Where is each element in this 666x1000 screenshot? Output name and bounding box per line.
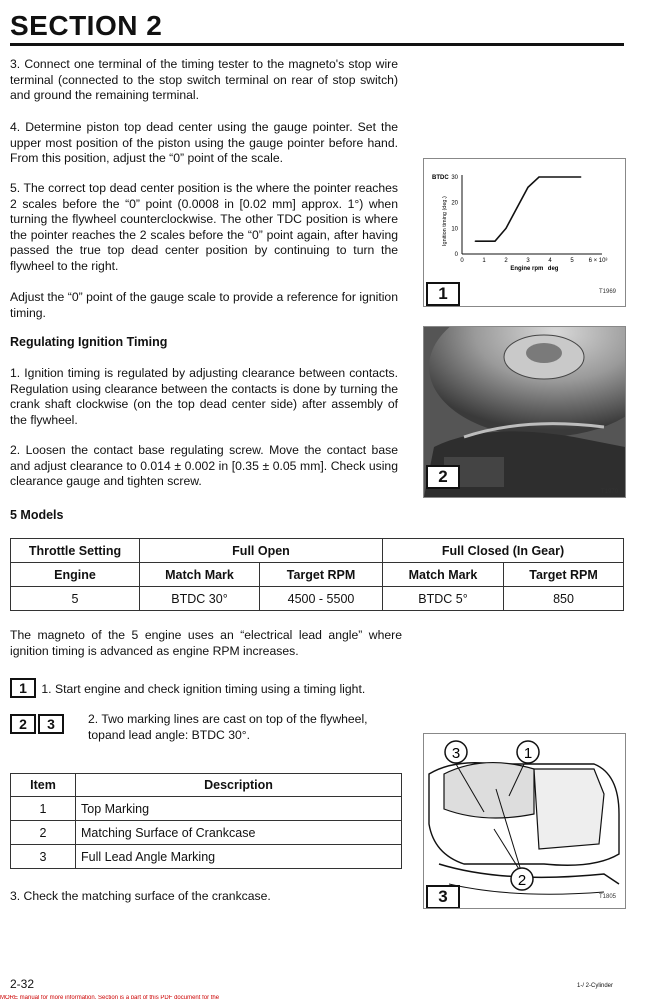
data-point	[505, 228, 506, 229]
figure-1-code: T1969	[599, 289, 617, 295]
step-2-text: 2. Two marking lines are cast on top of the flywheel, topand lead angle: BTDC 30°.	[88, 712, 368, 742]
paragraph-step3-check: 3. Check the matching surface of the crankcase.	[10, 889, 271, 903]
callout-1: 1	[523, 745, 533, 762]
table-row	[11, 845, 402, 869]
cell-engine: 5	[11, 587, 140, 611]
step-1-number: 1	[10, 678, 36, 698]
header-target-rpm-open: Target RPM	[260, 563, 383, 587]
heading-models: 5 Models	[10, 508, 64, 522]
x-axis-label-unit: deg	[547, 266, 559, 272]
table-header-row	[11, 539, 624, 563]
header-engine: Engine	[11, 563, 140, 587]
y-tick-label: 20	[451, 200, 458, 207]
y-axis-top-label: BTDC	[432, 175, 449, 181]
callout-2: 2	[517, 872, 527, 889]
data-point	[475, 241, 476, 242]
paragraph-step5-correct: 5. The correct top dead center position is the where the pointer reaches 2 scales before the “0” point (0.0008 in [0.02 mm] approx. 1°) when turning the flywheel counterclockwise. The other TDC position is where the pointer reaches the 2 scales before the “0” point again, after having passed the true top dead center position by continuing to turn the flywheel to the right.	[10, 181, 398, 273]
header-target-rpm-closed: Target RPM	[504, 563, 624, 587]
data-point	[538, 176, 539, 177]
header-throttle: Throttle Setting	[11, 539, 140, 563]
header-match-mark-open: Match Mark	[140, 563, 260, 587]
table-header-row	[11, 563, 624, 587]
x-tick-label: 5	[570, 258, 574, 264]
paragraph-step3-connect: 3. Connect one terminal of the timing tester to the magneto's stop wire terminal (connected to the stop switch terminal on rear of stop switch) and ground the remaining terminal.	[10, 57, 398, 102]
cell-description: Matching Surface of Crankcase	[76, 821, 402, 845]
figure-1-number: 1	[426, 282, 460, 306]
y-axis-label: Ignition timing (deg.)	[442, 196, 448, 246]
cell-rpm-open: 4500 - 5500	[260, 587, 383, 611]
paragraph-adjust: Adjust the “0” point of the gauge scale to provide a reference for ignition timing.	[10, 290, 398, 320]
paragraph-step4-determine: 4. Determine piston top dead center using the gauge pointer. Set the upper most position of the piston using the gauge pointer before hand. From this position, adjust the “0” point of the scale.	[10, 120, 398, 165]
x-tick-label: 3	[526, 258, 530, 264]
x-tick-label: 1	[482, 258, 486, 264]
x-tick-label: 0	[460, 258, 464, 264]
header-full-open: Full Open	[140, 539, 383, 563]
flywheel-drawing	[424, 734, 625, 908]
cell-item: 2	[11, 821, 76, 845]
data-point	[527, 187, 528, 188]
x-multiplier-label: 6 × 10³	[588, 258, 608, 264]
figure-3-number: 3	[426, 885, 460, 909]
data-point	[494, 241, 495, 242]
table-header-row	[11, 774, 402, 797]
cell-item: 1	[11, 797, 76, 821]
table-row	[11, 797, 402, 821]
cell-item: 3	[11, 845, 76, 869]
cell-match-closed: BTDC 5°	[383, 587, 504, 611]
header-item: Item	[11, 774, 76, 797]
data-point	[516, 207, 517, 208]
cell-description: Top Marking	[76, 797, 402, 821]
paragraph-regulating-2: 2. Loosen the contact base regulating screw. Move the contact base and adjust clearance to 0.014 ± 0.002 in [0.35 ± 0.05 mm]. Check using clearance gauge and tighten screw.	[10, 443, 398, 488]
y-tick-label: 0	[454, 252, 458, 258]
header-full-closed: Full Closed (In Gear)	[383, 539, 624, 563]
y-tick-label: 10	[451, 226, 458, 233]
x-tick-label: 2	[504, 258, 508, 264]
step-1-text: 1. Start engine and check ignition timing using a timing light.	[41, 682, 366, 696]
cell-rpm-closed: 850	[504, 587, 624, 611]
step-2-number-a: 2	[10, 714, 36, 734]
step-1	[10, 678, 365, 698]
paragraph-regulating-1: 1. Ignition timing is regulated by adjusting clearance between contacts. Regulation using clearance between the contacts is done by turning the crank shaft clockwise (on the top dead center side) after assembly of the flywheel.	[10, 366, 398, 427]
series-line	[475, 177, 581, 241]
page-number: 2-32	[10, 977, 35, 991]
figure-2-code: T1970	[601, 489, 619, 495]
step-2-numbers	[10, 714, 66, 734]
section-title: SECTION 2	[10, 10, 163, 41]
figure-3-code: T1805	[599, 894, 617, 900]
callout-3: 3	[451, 745, 461, 762]
footer-red-note: MORE manual for more information. Section is a part of this PDF document for the	[0, 995, 220, 999]
model-spec-table	[10, 538, 624, 611]
heading-regulating: Regulating Ignition Timing	[10, 335, 168, 349]
step-2-number-b: 3	[38, 714, 64, 734]
x-axis-label: Engine rpm	[510, 266, 544, 272]
data-point	[580, 176, 581, 177]
header-match-mark-closed: Match Mark	[383, 563, 504, 587]
x-tick-label: 4	[548, 258, 552, 264]
title-rule	[10, 43, 624, 46]
item-table	[10, 773, 402, 869]
y-tick-label: 30	[451, 175, 458, 181]
footer-model: 1-/ 2-Cylinder	[577, 983, 614, 989]
figure-3-drawing	[423, 733, 626, 909]
figure-2-photo	[423, 326, 626, 498]
cell-description: Full Lead Angle Marking	[76, 845, 402, 869]
figure-1-chart	[423, 158, 626, 307]
table-row	[11, 587, 624, 611]
figure-2-number: 2	[426, 465, 460, 489]
cell-match-open: BTDC 30°	[140, 587, 260, 611]
header-description: Description	[76, 774, 402, 797]
paragraph-magneto: The magneto of the 5 engine uses an “electrical lead angle” where ignition timing is advanced as engine RPM increases.	[10, 628, 402, 658]
table-row	[11, 821, 402, 845]
